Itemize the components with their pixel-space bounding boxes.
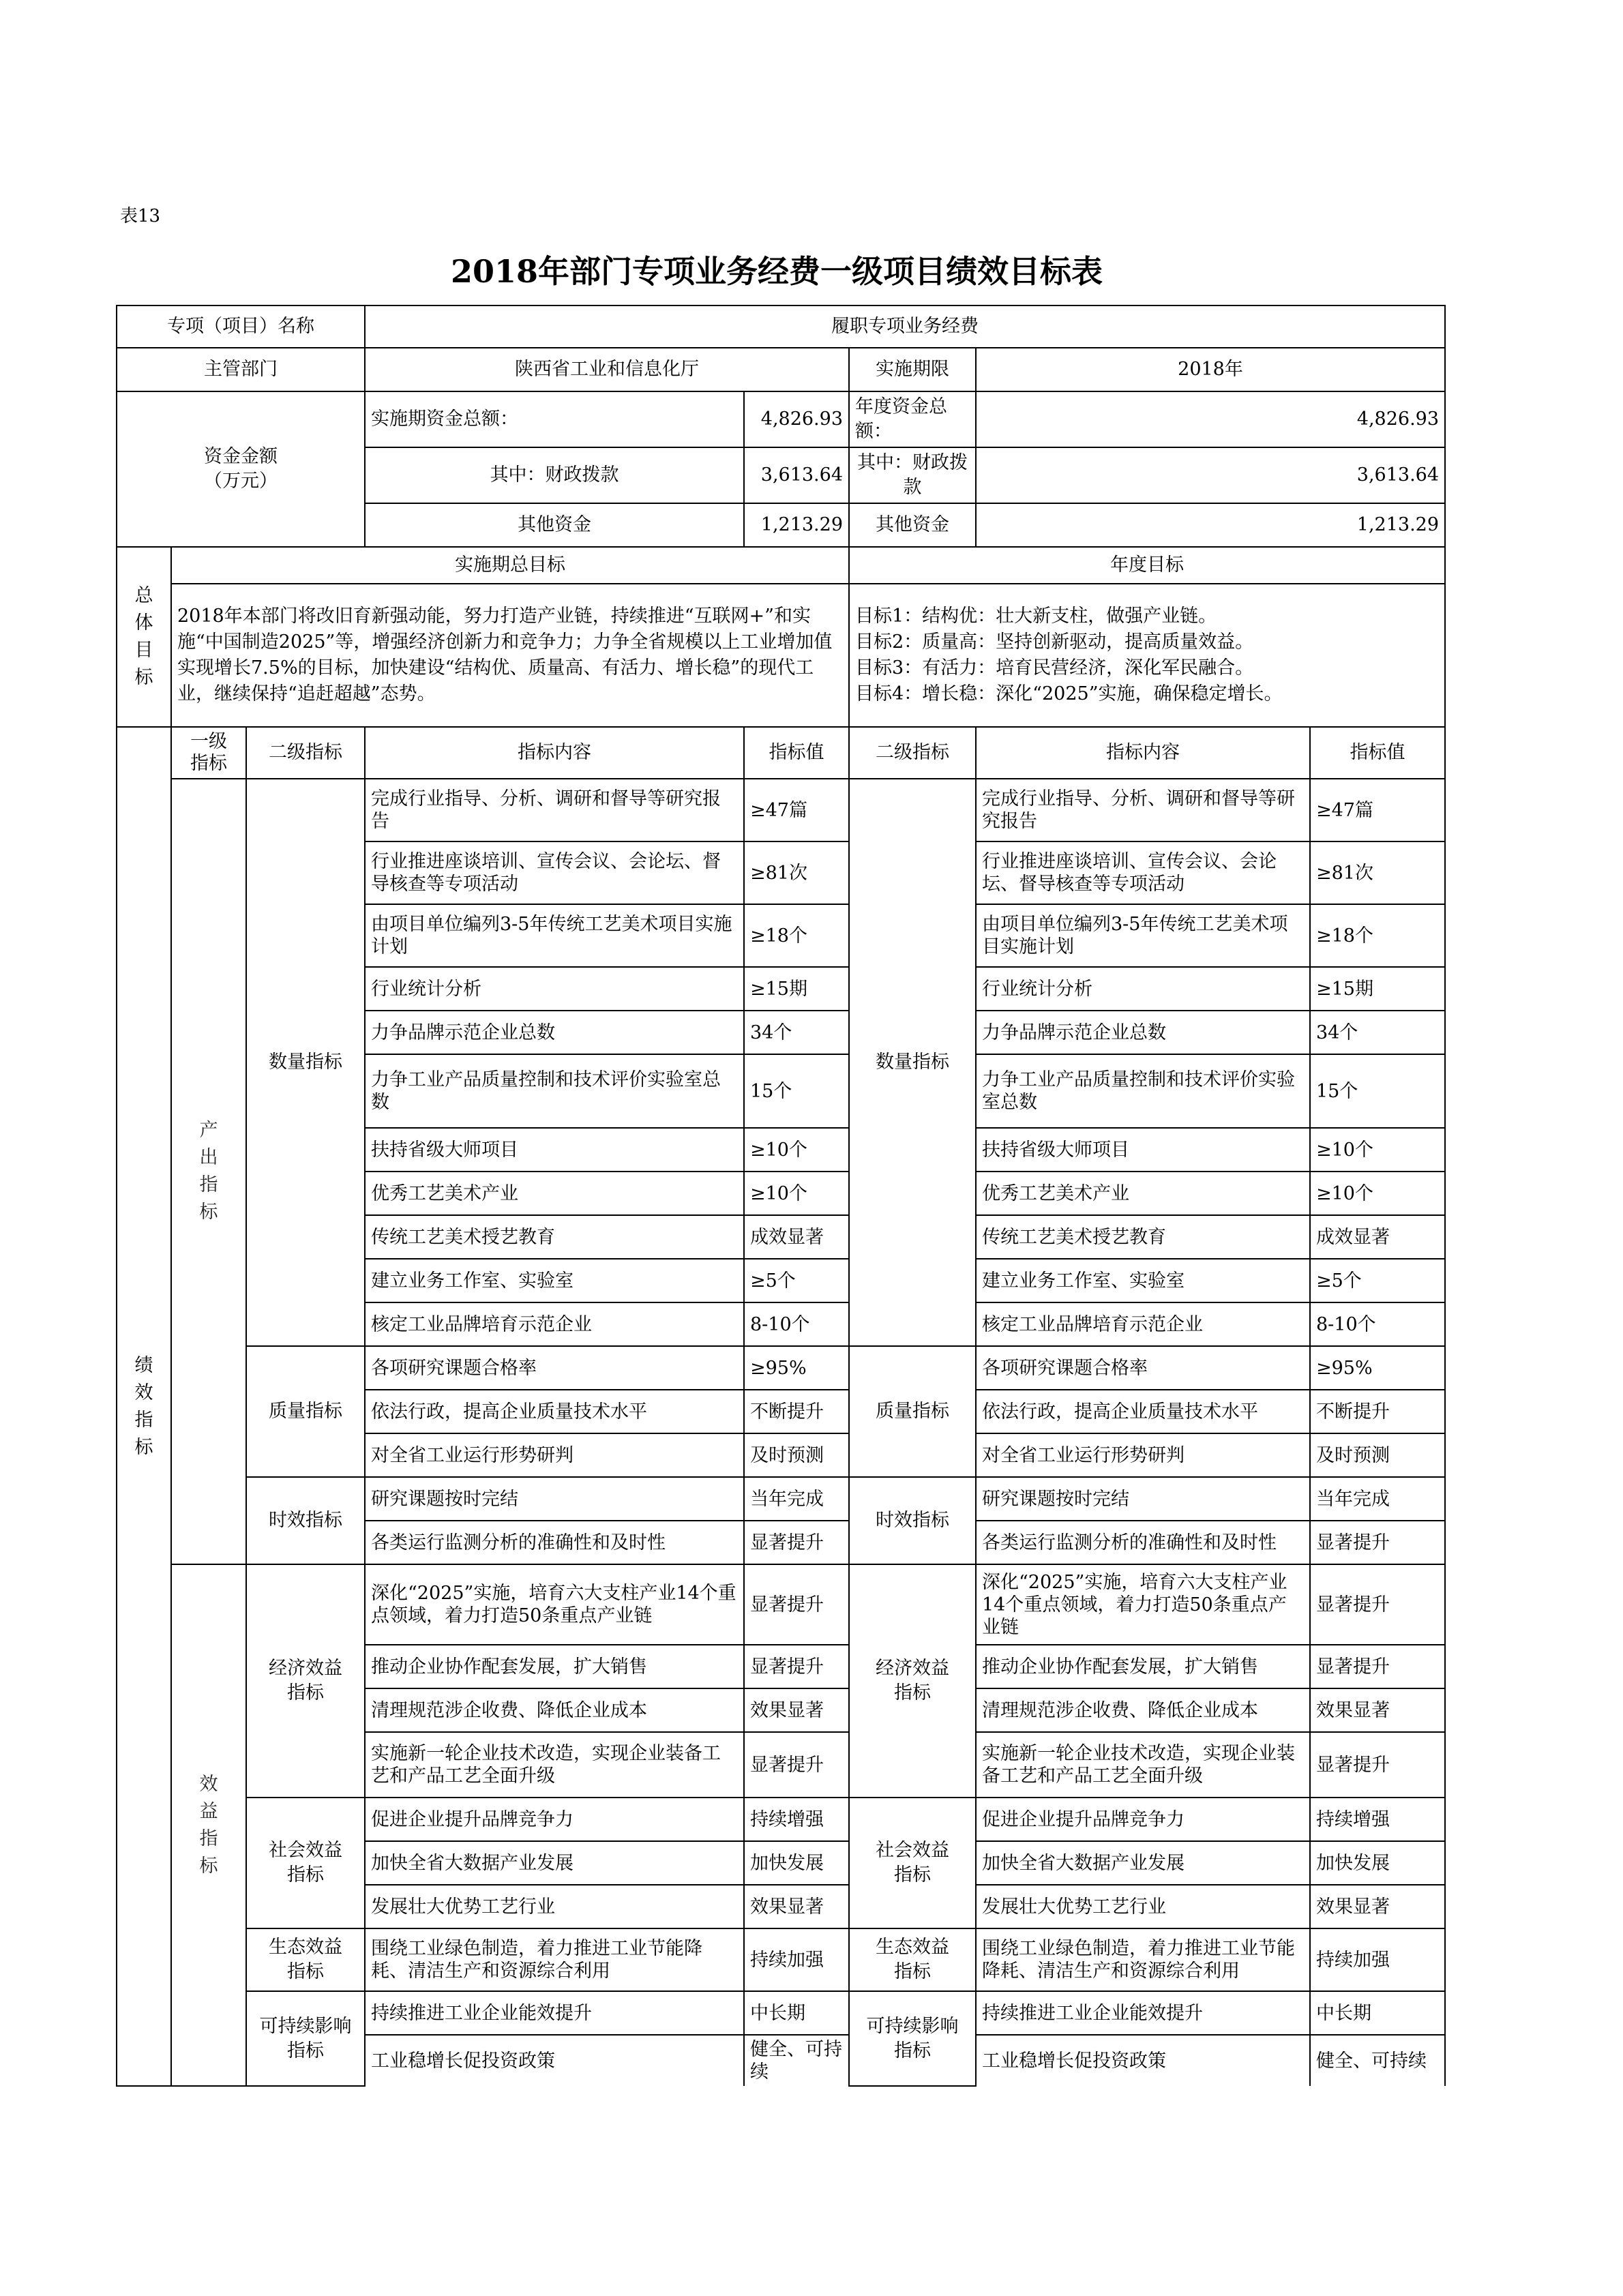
col-level1-header: 一级 指标	[171, 727, 246, 779]
indicator-content: 优秀工艺美术产业	[976, 1172, 1310, 1215]
indicator-value: 34个	[744, 1011, 849, 1054]
col-content-header: 指标内容	[976, 727, 1310, 779]
indicator-value: ≥15期	[1310, 967, 1445, 1011]
indicator-content: 各类运行监测分析的准确性和及时性	[365, 1521, 744, 1564]
indicator-content: 清理规范涉企收费、降低企业成本	[976, 1688, 1310, 1732]
indicator-value: 持续增强	[1310, 1798, 1445, 1841]
level2-indicator: 数量指标	[246, 779, 365, 1346]
indicator-content: 传统工艺美术授艺教育	[365, 1215, 744, 1259]
indicator-value: 34个	[1310, 1011, 1445, 1054]
indicator-content: 扶持省级大师项目	[976, 1128, 1310, 1172]
indicator-content: 各项研究课题合格率	[365, 1346, 744, 1390]
indicator-value: 加快发展	[744, 1841, 849, 1885]
indicator-value: 15个	[1310, 1054, 1445, 1128]
period-goal-text: 2018年本部门将改旧育新强动能，努力打造产业链，持续推进“互联网+”和实施“中国制造2025”等，增强经济创新力和竞争力；力争全省规模以上工业增加值实现增长7.5%的目标，加快建设“结构优、质量高、有活力、增长稳”的现代工业，继续保持“追赶超越”态势。	[171, 584, 849, 727]
indicator-content: 各类运行监测分析的准确性和及时性	[976, 1521, 1310, 1564]
indicator-content: 力争工业产品质量控制和技术评价实验室总数	[365, 1054, 744, 1128]
indicator-value: 加快发展	[1310, 1841, 1445, 1885]
indicator-content: 研究课题按时完结	[976, 1477, 1310, 1521]
indicator-content: 优秀工艺美术产业	[365, 1172, 744, 1215]
indicator-content: 持续推进工业企业能效提升	[365, 1991, 744, 2035]
indicator-value: 显著提升	[744, 1732, 849, 1798]
indicator-value: ≥81次	[744, 841, 849, 904]
funds-left-value: 1,213.29	[744, 503, 849, 547]
level2-indicator: 经济效益 指标	[246, 1564, 365, 1798]
level2-indicator: 时效指标	[246, 1477, 365, 1564]
indicator-content: 工业稳增长促投资政策	[365, 2035, 744, 2086]
indicator-value: 成效显著	[744, 1215, 849, 1259]
indicator-value: 当年完成	[1310, 1477, 1445, 1521]
table-row	[117, 1564, 1445, 1645]
indicator-content: 加快全省大数据产业发展	[976, 1841, 1310, 1885]
indicator-content: 建立业务工作室、实验室	[976, 1259, 1310, 1302]
department-value: 陕西省工业和信息化厅	[365, 348, 849, 391]
indicator-value: ≥10个	[1310, 1172, 1445, 1215]
table-row	[117, 1991, 1445, 2035]
table-row	[117, 1928, 1445, 1991]
indicator-content: 持续推进工业企业能效提升	[976, 1991, 1310, 2035]
indicator-content: 核定工业品牌培育示范企业	[976, 1302, 1310, 1346]
level2-indicator: 经济效益 指标	[849, 1564, 976, 1798]
level2-indicator: 社会效益 指标	[849, 1798, 976, 1928]
indicator-value: ≥47篇	[744, 779, 849, 841]
indicator-content: 行业统计分析	[976, 967, 1310, 1011]
indicator-value: ≥18个	[744, 904, 849, 967]
indicator-value: 持续加强	[744, 1928, 849, 1991]
indicator-content: 实施新一轮企业技术改造，实现企业装备工艺和产品工艺全面升级	[976, 1732, 1310, 1798]
indicator-content: 工业稳增长促投资政策	[976, 2035, 1310, 2086]
indicator-content: 由项目单位编列3-5年传统工艺美术项目实施计划	[976, 904, 1310, 967]
table-row	[117, 1477, 1445, 1521]
level1-indicator: 产 出 指 标	[171, 779, 246, 1564]
indicator-content: 推动企业协作配套发展，扩大销售	[976, 1645, 1310, 1688]
indicator-content: 发展壮大优势工艺行业	[365, 1885, 744, 1928]
indicator-content: 依法行政，提高企业质量技术水平	[976, 1390, 1310, 1433]
indicator-content: 实施新一轮企业技术改造，实现企业装备工艺和产品工艺全面升级	[365, 1732, 744, 1798]
annual-goal-text: 目标1：结构优：壮大新支柱，做强产业链。 目标2：质量高：坚持创新驱动，提高质量效益。 目标3：有活力：培育民营经济，深化军民融合。 目标4：增长稳：深化“2025”实施，确保稳定增长。	[849, 584, 1445, 727]
funds-left-value: 4,826.93	[744, 391, 849, 447]
indicator-content: 建立业务工作室、实验室	[365, 1259, 744, 1302]
level2-indicator: 可持续影响 指标	[849, 1991, 976, 2086]
period-goal-header: 实施期总目标	[171, 547, 849, 584]
overall-goal-label: 总 体 目 标	[117, 547, 171, 727]
indicator-value: 效果显著	[1310, 1688, 1445, 1732]
indicator-value: 成效显著	[1310, 1215, 1445, 1259]
indicator-content: 依法行政，提高企业质量技术水平	[365, 1390, 744, 1433]
indicator-content: 核定工业品牌培育示范企业	[365, 1302, 744, 1346]
indicator-value: 效果显著	[744, 1885, 849, 1928]
indicator-value: 健全、可持续	[744, 2035, 849, 2086]
indicator-value: 显著提升	[1310, 1645, 1445, 1688]
indicator-value: 显著提升	[744, 1564, 849, 1645]
col-level2-header: 二级指标	[246, 727, 365, 779]
indicator-value: 效果显著	[744, 1688, 849, 1732]
indicator-value: 持续加强	[1310, 1928, 1445, 1991]
table-row	[117, 1798, 1445, 1841]
indicator-value: 当年完成	[744, 1477, 849, 1521]
indicator-value: 效果显著	[1310, 1885, 1445, 1928]
table-row	[117, 779, 1445, 841]
indicator-content: 力争工业产品质量控制和技术评价实验室总数	[976, 1054, 1310, 1128]
indicator-value: 及时预测	[1310, 1433, 1445, 1477]
indicator-value: 15个	[744, 1054, 849, 1128]
indicator-content: 完成行业指导、分析、调研和督导等研究报告	[976, 779, 1310, 841]
level2-indicator: 生态效益 指标	[246, 1928, 365, 1991]
page-title: 2018年部门专项业务经费一级项目绩效目标表	[450, 253, 1103, 290]
level1-indicator: 效 益 指 标	[171, 1564, 246, 2086]
indicator-value: 显著提升	[1310, 1732, 1445, 1798]
indicator-value: 显著提升	[1310, 1521, 1445, 1564]
level2-indicator: 质量指标	[246, 1346, 365, 1477]
funds-right-label: 其他资金	[849, 503, 976, 547]
indicator-value: ≥10个	[744, 1172, 849, 1215]
funds-right-value: 1,213.29	[976, 503, 1445, 547]
indicator-value: 不断提升	[1310, 1390, 1445, 1433]
indicator-value: 显著提升	[744, 1521, 849, 1564]
col-level2-header: 二级指标	[849, 727, 976, 779]
indicator-content: 发展壮大优势工艺行业	[976, 1885, 1310, 1928]
level2-indicator: 社会效益 指标	[246, 1798, 365, 1928]
indicator-value: ≥10个	[744, 1128, 849, 1172]
funds-left-label: 其中：财政拨款	[365, 447, 744, 503]
funds-right-value: 4,826.93	[976, 391, 1445, 447]
indicator-content: 促进企业提升品牌竞争力	[365, 1798, 744, 1841]
indicator-value: ≥95%	[1310, 1346, 1445, 1390]
funds-left-label: 其他资金	[365, 503, 744, 547]
col-value-header: 指标值	[1310, 727, 1445, 779]
indicator-value: 中长期	[744, 1991, 849, 2035]
indicator-content: 围绕工业绿色制造，着力推进工业节能降耗、清洁生产和资源综合利用	[976, 1928, 1310, 1991]
indicator-content: 推动企业协作配套发展，扩大销售	[365, 1645, 744, 1688]
indicator-value: ≥5个	[744, 1259, 849, 1302]
level2-indicator: 数量指标	[849, 779, 976, 1346]
indicator-value: ≥47篇	[1310, 779, 1445, 841]
indicator-content: 行业推进座谈培训、宣传会议、会论坛、督导核查等专项活动	[976, 841, 1310, 904]
indicator-content: 对全省工业运行形势研判	[976, 1433, 1310, 1477]
indicator-content: 传统工艺美术授艺教育	[976, 1215, 1310, 1259]
indicator-content: 研究课题按时完结	[365, 1477, 744, 1521]
indicator-value: 中长期	[1310, 1991, 1445, 2035]
indicator-content: 深化“2025”实施，培育六大支柱产业14个重点领域，着力打造50条重点产业链	[976, 1564, 1310, 1645]
indicator-content: 由项目单位编列3-5年传统工艺美术项目实施计划	[365, 904, 744, 967]
indicator-content: 力争品牌示范企业总数	[365, 1011, 744, 1054]
funds-right-label: 年度资金总额：	[849, 391, 976, 447]
indicator-value: 持续增强	[744, 1798, 849, 1841]
indicator-value: ≥81次	[1310, 841, 1445, 904]
funds-left-value: 3,613.64	[744, 447, 849, 503]
funds-right-value: 3,613.64	[976, 447, 1445, 503]
annual-goal-header: 年度目标	[849, 547, 1445, 584]
table-row	[117, 1346, 1445, 1390]
performance-indicator-label: 绩 效 指 标	[117, 727, 171, 2086]
indicator-value: 不断提升	[744, 1390, 849, 1433]
indicator-value: 显著提升	[744, 1645, 849, 1688]
indicator-content: 行业推进座谈培训、宣传会议、会论坛、督导核查等专项活动	[365, 841, 744, 904]
indicator-value: ≥15期	[744, 967, 849, 1011]
period-value: 2018年	[976, 348, 1445, 391]
project-name-label: 专项（项目）名称	[117, 305, 365, 348]
form-number: 表13	[120, 206, 161, 226]
level2-indicator: 生态效益 指标	[849, 1928, 976, 1991]
indicator-value: ≥95%	[744, 1346, 849, 1390]
performance-target-table	[116, 305, 1446, 2087]
department-label: 主管部门	[117, 348, 365, 391]
indicator-content: 促进企业提升品牌竞争力	[976, 1798, 1310, 1841]
indicator-content: 扶持省级大师项目	[365, 1128, 744, 1172]
indicator-content: 各项研究课题合格率	[976, 1346, 1310, 1390]
indicator-value: 及时预测	[744, 1433, 849, 1477]
indicator-content: 行业统计分析	[365, 967, 744, 1011]
indicator-value: 健全、可持续	[1310, 2035, 1445, 2086]
level2-indicator: 时效指标	[849, 1477, 976, 1564]
funds-right-label: 其中：财政拨款	[849, 447, 976, 503]
indicator-content: 围绕工业绿色制造，着力推进工业节能降耗、清洁生产和资源综合利用	[365, 1928, 744, 1991]
level2-indicator: 质量指标	[849, 1346, 976, 1477]
indicator-content: 力争品牌示范企业总数	[976, 1011, 1310, 1054]
indicator-value: 8-10个	[1310, 1302, 1445, 1346]
indicator-content: 深化“2025”实施，培育六大支柱产业14个重点领域，着力打造50条重点产业链	[365, 1564, 744, 1645]
period-label: 实施期限	[849, 348, 976, 391]
indicator-value: ≥18个	[1310, 904, 1445, 967]
indicator-value: 8-10个	[744, 1302, 849, 1346]
col-value-header: 指标值	[744, 727, 849, 779]
indicator-value: 显著提升	[1310, 1564, 1445, 1645]
indicator-content: 对全省工业运行形势研判	[365, 1433, 744, 1477]
indicator-value: ≥5个	[1310, 1259, 1445, 1302]
indicator-content: 加快全省大数据产业发展	[365, 1841, 744, 1885]
funds-left-label: 实施期资金总额：	[365, 391, 744, 447]
indicator-content: 清理规范涉企收费、降低企业成本	[365, 1688, 744, 1732]
col-content-header: 指标内容	[365, 727, 744, 779]
level2-indicator: 可持续影响 指标	[246, 1991, 365, 2086]
indicator-content: 完成行业指导、分析、调研和督导等研究报告	[365, 779, 744, 841]
project-name-value: 履职专项业务经费	[365, 305, 1445, 348]
indicator-value: ≥10个	[1310, 1128, 1445, 1172]
funds-label: 资金金额 （万元）	[117, 391, 365, 547]
